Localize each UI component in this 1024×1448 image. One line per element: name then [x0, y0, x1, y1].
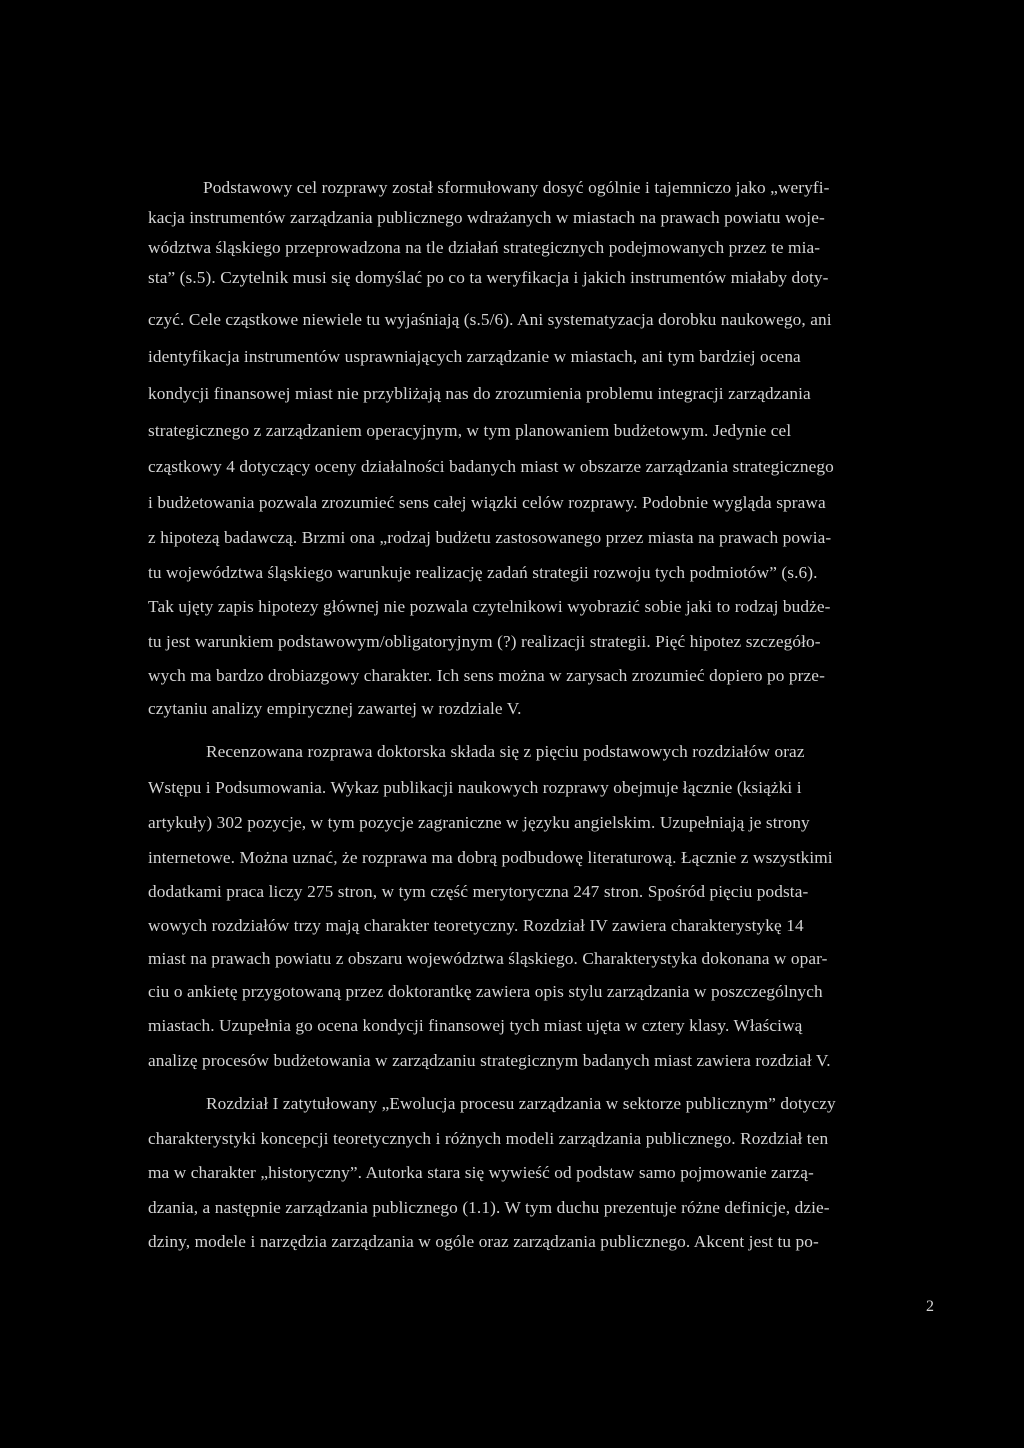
- paragraph-line: kondycji finansowej miast nie przybliżają nas do zrozumienia problemu integracji zarządzania: [148, 384, 811, 403]
- paragraph-line: strategicznego z zarządzaniem operacyjnym, w tym planowaniem budżetowym. Jedynie cel: [148, 421, 792, 440]
- paragraph-line: wowych rozdziałów trzy mają charakter teoretyczny. Rozdział IV zawiera charakterystykę 14: [148, 916, 804, 935]
- paragraph-line: tu województwa śląskiego warunkuje realizację zadań strategii rozwoju tych podmiotów” (s.6).: [148, 563, 818, 582]
- paragraph-line: wództwa śląskiego przeprowadzona na tle działań strategicznych podejmowanych przez te mia-: [148, 238, 821, 257]
- paragraph-line: dzania, a następnie zarządzania publicznego (1.1). W tym duchu prezentuje różne definicje, dzie-: [148, 1198, 830, 1217]
- paragraph-line: miastach. Uzupełnia go ocena kondycji finansowej tych miast ujęta w cztery klasy. Właściwą: [148, 1016, 803, 1035]
- paragraph-line: z hipotezą badawczą. Brzmi ona „rodzaj budżetu zastosowanego przez miasta na prawach powia-: [148, 528, 832, 547]
- paragraph-line: ciu o ankietę przygotowaną przez doktorantkę zawiera opis stylu zarządzania w poszczególnych: [148, 982, 823, 1001]
- paragraph-line: Tak ujęty zapis hipotezy głównej nie pozwala czytelnikowi wyobrazić sobie jaki to rodzaj budże-: [148, 597, 831, 616]
- paragraph-line: Recenzowana rozprawa doktorska składa się z pięciu podstawowych rozdziałów oraz: [206, 742, 805, 761]
- paragraph-line: internetowe. Można uznać, że rozprawa ma dobrą podbudowę literaturową. Łącznie z wszystkimi: [148, 848, 833, 867]
- paragraph-line: tu jest warunkiem podstawowym/obligatoryjnym (?) realizacji strategii. Pięć hipotez szczegóło-: [148, 632, 821, 651]
- paragraph-line: Podstawowy cel rozprawy został sformułowany dosyć ogólnie i tajemniczo jako „weryfi-: [203, 178, 830, 197]
- paragraph-line: dziny, modele i narzędzia zarządzania w ogóle oraz zarządzania publicznego. Akcent jest tu po-: [148, 1232, 819, 1251]
- paragraph-line: charakterystyki koncepcji teoretycznych i różnych modeli zarządzania publicznego. Rozdział ten: [148, 1129, 829, 1148]
- paragraph-line: sta” (s.5). Czytelnik musi się domyślać po co ta weryfikacja i jakich instrumentów miałaby doty-: [148, 268, 829, 287]
- paragraph-line: identyfikacja instrumentów usprawniających zarządzanie w miastach, ani tym bardziej ocena: [148, 347, 801, 366]
- paragraph-line: i budżetowania pozwala zrozumieć sens całej wiązki celów rozprawy. Podobnie wygląda sprawa: [148, 493, 826, 512]
- paragraph-line: Wstępu i Podsumowania. Wykaz publikacji naukowych rozprawy obejmuje łącznie (książki i: [148, 778, 802, 797]
- paragraph-line: Rozdział I zatytułowany „Ewolucja procesu zarządzania w sektorze publicznym” dotyczy: [206, 1094, 836, 1113]
- paragraph-line: miast na prawach powiatu z obszaru województwa śląskiego. Charakterystyka dokonana w opar-: [148, 949, 828, 968]
- paragraph-line: analizę procesów budżetowania w zarządzaniu strategicznym badanych miast zawiera rozdział V.: [148, 1051, 831, 1070]
- paragraph-line: kacja instrumentów zarządzania publicznego wdrażanych w miastach na prawach powiatu woje-: [148, 208, 825, 227]
- paragraph-line: cząstkowy 4 dotyczący oceny działalności badanych miast w obszarze zarządzania strategicznego: [148, 457, 834, 476]
- paragraph-line: ma w charakter „historyczny”. Autorka stara się wywieść od podstaw samo pojmowanie zarzą-: [148, 1163, 814, 1182]
- paragraph-line: artykuły) 302 pozycje, w tym pozycje zagraniczne w języku angielskim. Uzupełniają je strony: [148, 813, 810, 832]
- paragraph-line: dodatkami praca liczy 275 stron, w tym część merytoryczna 247 stron. Spośród pięciu podsta-: [148, 882, 809, 901]
- paragraph-line: wych ma bardzo drobiazgowy charakter. Ich sens można w zarysach zrozumieć dopiero po prze-: [148, 666, 825, 685]
- paragraph-line: czytaniu analizy empirycznej zawartej w rozdziale V.: [148, 699, 522, 718]
- page-number: 2: [926, 1298, 934, 1315]
- paragraph-line: czyć. Cele cząstkowe niewiele tu wyjaśniają (s.5/6). Ani systematyzacja dorobku naukowego, ani: [148, 310, 832, 329]
